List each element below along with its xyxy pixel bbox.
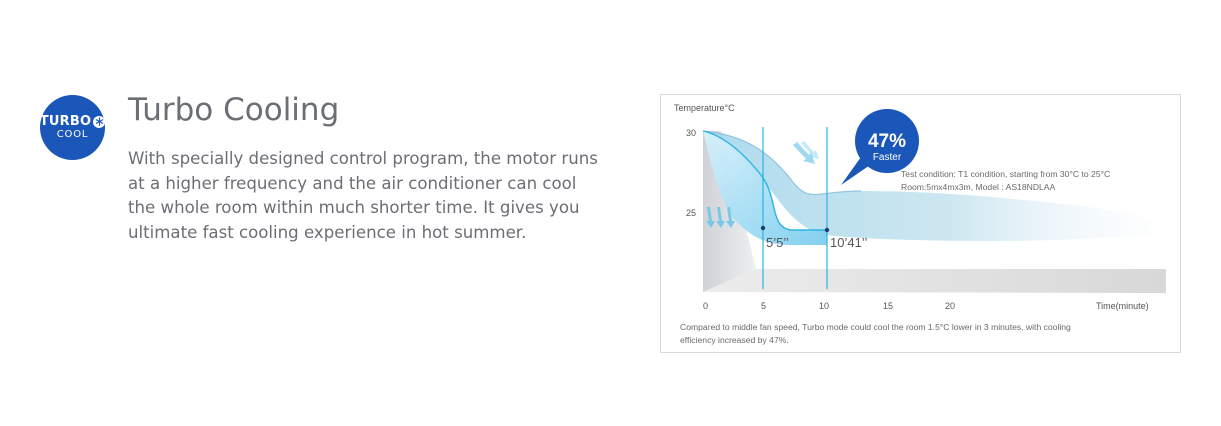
marker-label-5m51s: 5’5’’ xyxy=(766,235,789,250)
marker-label-10m41s: 10’41’’ xyxy=(830,235,868,250)
chart-floor xyxy=(703,269,1166,293)
x-tick-5: 5 xyxy=(761,301,767,311)
y-axis-label: Temperature°C xyxy=(674,103,735,113)
y-tick-25: 25 xyxy=(686,208,697,218)
callout-text: Faster xyxy=(872,152,902,163)
marker-dot-5m51s xyxy=(761,226,765,230)
badge-cool-label: COOL xyxy=(56,128,89,140)
cooling-chart xyxy=(660,94,1181,353)
airflow-arrows xyxy=(793,141,819,164)
x-tick-20: 20 xyxy=(945,301,956,311)
x-tick-0: 0 xyxy=(703,301,709,311)
chart-caption-line1: Compared to middle fan speed, Turbo mode could cool the room 1.5°C lower in 3 minutes, with cooling xyxy=(680,322,1071,332)
feature-title: Turbo Cooling xyxy=(128,92,340,128)
y-tick-30: 30 xyxy=(686,128,697,138)
marker-dot-10m41s xyxy=(825,228,829,232)
snowflake-icon xyxy=(93,116,105,128)
turbo-cool-badge xyxy=(40,95,105,160)
x-tick-10: 10 xyxy=(819,301,830,311)
test-condition: Test condition: T1 condition, starting from 30°C to 25°C xyxy=(901,169,1111,179)
x-tick-15: 15 xyxy=(883,301,894,311)
chart-caption-line2: efficiency increased by 47%. xyxy=(680,335,789,345)
callout-value: 47% xyxy=(867,131,907,152)
x-axis-label: Time(minute) xyxy=(1096,301,1149,311)
room-info: Room:5mx4mx3m, Model : AS18NDLAA xyxy=(901,182,1056,192)
badge-turbo-label: TURBO xyxy=(39,113,92,129)
cooling-chart-svg xyxy=(661,95,1182,354)
feature-description: With specially designed control program, the motor runs at a higher frequency and the air conditioner can cool the whole room within much shorter time. It gives you ultimate fast cooling experience in hot summer. xyxy=(128,149,598,242)
